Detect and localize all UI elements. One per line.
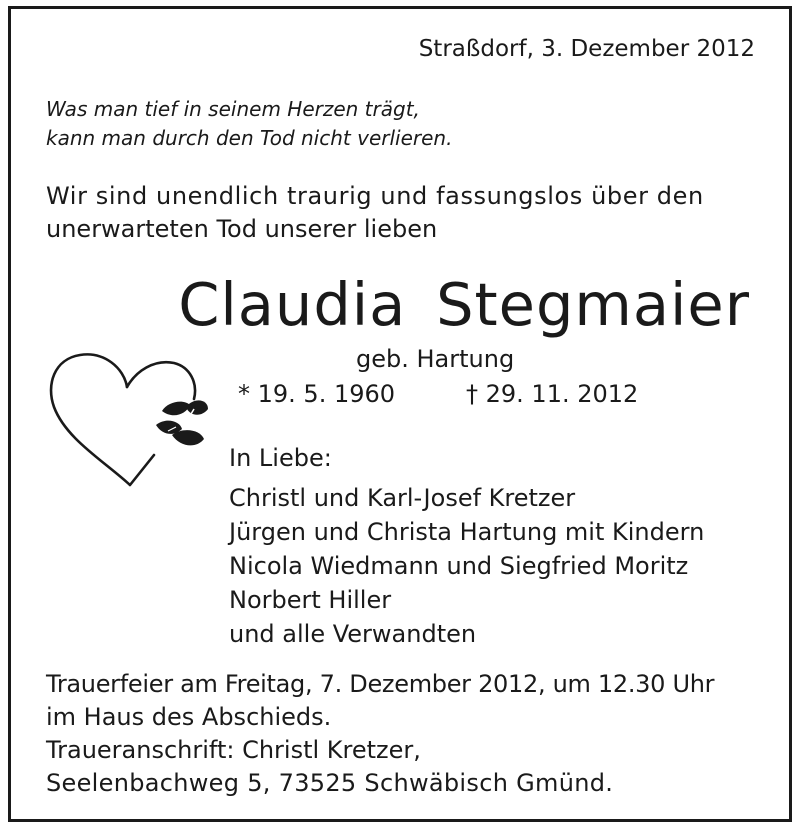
motto-line-1: Was man tief in seinem Herzen trägt, [46, 97, 420, 121]
deceased-name: Claudia Stegmaier [178, 270, 750, 339]
birth-date: * 19. 5. 1960 [238, 380, 396, 408]
mourner-line: Nicola Wiedmann und Siegfried Moritz [229, 552, 689, 580]
mourner-line: Norbert Hiller [229, 586, 392, 614]
funeral-info-line-2: im Haus des Abschieds. [46, 703, 332, 731]
intro-line-2: unerwarteten Tod unserer lieben [46, 215, 438, 243]
mourner-line: Jürgen und Christa Hartung mit Kindern [229, 518, 705, 546]
death-date: † 29. 11. 2012 [466, 380, 639, 408]
mourner-line: und alle Verwandten [229, 620, 477, 648]
funeral-info-line-3: Traueranschrift: Christl Kretzer, [46, 736, 421, 764]
motto-line-2: kann man durch den Tod nicht verlieren. [46, 126, 453, 150]
birth-name: geb. Hartung [356, 345, 515, 373]
mourners-list [229, 481, 704, 651]
intro-line-1: Wir sind unendlich traurig und fassungslos über den [46, 182, 704, 210]
mourners-heading: In Liebe: [229, 444, 332, 472]
mourner-line: Christl und Karl-Josef Kretzer [229, 484, 576, 512]
funeral-info-line-1: Trauerfeier am Freitag, 7. Dezember 2012, um 12.30 Uhr [46, 670, 715, 698]
funeral-info-line-4: Seelenbachweg 5, 73525 Schwäbisch Gmünd. [46, 769, 614, 797]
place-date: Straßdorf, 3. Dezember 2012 [418, 36, 755, 62]
heart-with-leaves-icon [44, 343, 214, 493]
